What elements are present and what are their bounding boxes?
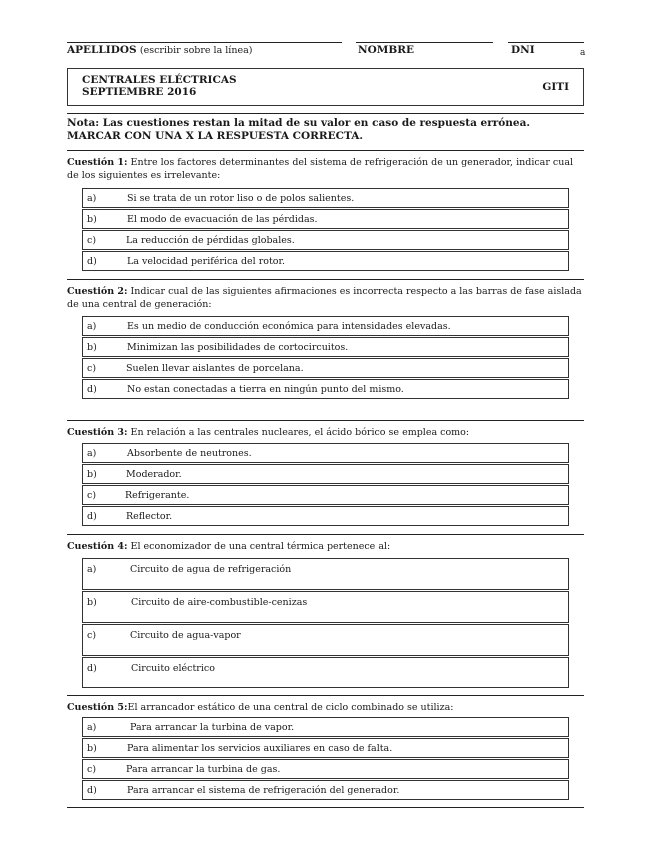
exam-title-box	[67, 68, 584, 106]
option-text: Para arrancar la turbina de vapor.	[130, 722, 295, 733]
divider	[67, 420, 584, 421]
question-5	[67, 701, 587, 714]
apellidos-field-label	[67, 44, 252, 56]
exam-program: GITI	[542, 81, 569, 93]
option-text: Minimizan las posibilidades de cortocircuitos.	[127, 342, 349, 353]
question-1-option-d[interactable]	[82, 251, 569, 271]
divider	[67, 113, 584, 114]
question-2	[67, 285, 587, 311]
option-letter: b)	[87, 743, 97, 754]
option-letter: a)	[87, 193, 97, 204]
dni-label: DNI	[511, 44, 535, 56]
divider	[67, 150, 584, 151]
option-letter: a)	[87, 448, 97, 459]
exam-session: SEPTIEMBRE 2016	[82, 86, 197, 98]
option-letter: c)	[87, 235, 97, 246]
option-text: Circuito de agua de refrigeración	[130, 564, 292, 575]
question-3	[67, 426, 587, 439]
option-text: El modo de evacuación de las pérdidas.	[127, 214, 318, 225]
question-4-option-c[interactable]	[82, 624, 569, 656]
option-letter: c)	[87, 630, 97, 641]
question-1-option-a[interactable]	[82, 188, 569, 208]
option-text: Es un medio de conducción económica para intensidades elevadas.	[127, 321, 451, 332]
exam-note: Nota: Las cuestiones restan la mitad de su valor en caso de respuesta errónea. MARCAR CON UNA X LA RESPUESTA CORRECTA.	[67, 117, 531, 142]
apellidos-label: APELLIDOS	[67, 44, 137, 56]
question-2-option-d[interactable]	[82, 379, 569, 399]
option-letter: c)	[87, 490, 97, 501]
question-4-option-d[interactable]	[82, 657, 569, 688]
question-2-option-a[interactable]	[82, 316, 569, 336]
question-5-option-b[interactable]	[82, 738, 569, 758]
nombre-line[interactable]	[356, 42, 493, 43]
question-5-text: El arrancador estático de una central de ciclo combinado se utiliza:	[127, 702, 454, 713]
question-4-label: Cuestión 4:	[67, 541, 128, 552]
question-1-option-c[interactable]	[82, 230, 569, 250]
question-1	[67, 156, 587, 182]
divider	[67, 534, 584, 535]
question-3-option-c[interactable]	[82, 485, 569, 505]
option-text: Para arrancar la turbina de gas.	[126, 764, 281, 775]
option-letter: a)	[87, 321, 97, 332]
question-2-label: Cuestión 2:	[67, 286, 128, 297]
option-text: Reflector.	[126, 511, 173, 522]
option-letter: d)	[87, 785, 97, 796]
question-1-text: Entre los factores determinantes del sistema de refrigeración de un generador, indicar cual de los siguientes es irrelevante:	[67, 157, 574, 181]
divider	[67, 695, 584, 696]
option-text: Circuito eléctrico	[131, 663, 215, 674]
option-letter: d)	[87, 256, 97, 267]
option-letter: b)	[87, 597, 97, 608]
question-4	[67, 540, 587, 553]
option-text: La velocidad periférica del rotor.	[127, 256, 286, 267]
option-letter: c)	[87, 363, 97, 374]
option-text: Circuito de aire-combustible-cenizas	[131, 597, 308, 608]
question-4-option-a[interactable]	[82, 558, 569, 590]
question-2-text: Indicar cual de las siguientes afirmaciones es incorrecta respecto a las barras de fase aislada de una central de generación:	[67, 286, 582, 310]
question-3-text: En relación a las centrales nucleares, el ácido bórico se emplea como:	[127, 427, 470, 438]
option-text: Suelen llevar aislantes de porcelana.	[126, 363, 304, 374]
divider	[67, 279, 584, 280]
option-text: Moderador.	[126, 469, 182, 480]
option-text: Para arrancar el sistema de refrigeración del generador.	[127, 785, 400, 796]
divider	[67, 807, 584, 808]
option-text: Refrigerante.	[125, 490, 190, 501]
question-5-label: Cuestión 5:	[67, 702, 128, 713]
question-3-option-a[interactable]	[82, 443, 569, 463]
option-text: Absorbente de neutrones.	[127, 448, 252, 459]
exam-subject: CENTRALES ELÉCTRICAS	[82, 74, 237, 86]
apellidos-line[interactable]	[67, 42, 342, 43]
question-4-text: El economizador de una central térmica pertenece al:	[127, 541, 391, 552]
question-5-option-c[interactable]	[82, 759, 569, 779]
option-text: No estan conectadas a tierra en ningún punto del mismo.	[127, 384, 404, 395]
exam-title	[82, 74, 237, 98]
question-4-option-b[interactable]	[82, 591, 569, 623]
option-letter: b)	[87, 469, 97, 480]
question-2-option-b[interactable]	[82, 337, 569, 357]
option-letter: a)	[87, 564, 97, 575]
question-3-label: Cuestión 3:	[67, 427, 128, 438]
question-1-label: Cuestión 1:	[67, 157, 128, 168]
question-3-option-b[interactable]	[82, 464, 569, 484]
dni-line[interactable]	[508, 42, 584, 43]
question-3-option-d[interactable]	[82, 506, 569, 526]
question-5-option-d[interactable]	[82, 780, 569, 800]
apellidos-hint: (escribir sobre la línea)	[139, 45, 253, 56]
option-text: La reducción de pérdidas globales.	[126, 235, 295, 246]
option-text: Para alimentar los servicios auxiliares en caso de falta.	[127, 743, 393, 754]
option-letter: d)	[87, 384, 97, 395]
option-letter: d)	[87, 663, 97, 674]
option-letter: d)	[87, 511, 97, 522]
option-letter: b)	[87, 342, 97, 353]
option-text: Circuito de agua-vapor	[130, 630, 241, 641]
option-letter: c)	[87, 764, 97, 775]
option-letter: b)	[87, 214, 97, 225]
corner-mark: a	[580, 48, 586, 58]
nombre-label: NOMBRE	[358, 44, 414, 56]
question-5-option-a[interactable]	[82, 717, 569, 737]
question-2-option-c[interactable]	[82, 358, 569, 378]
option-text: Si se trata de un rotor liso o de polos salientes.	[127, 193, 355, 204]
option-letter: a)	[87, 722, 97, 733]
question-1-option-b[interactable]	[82, 209, 569, 229]
